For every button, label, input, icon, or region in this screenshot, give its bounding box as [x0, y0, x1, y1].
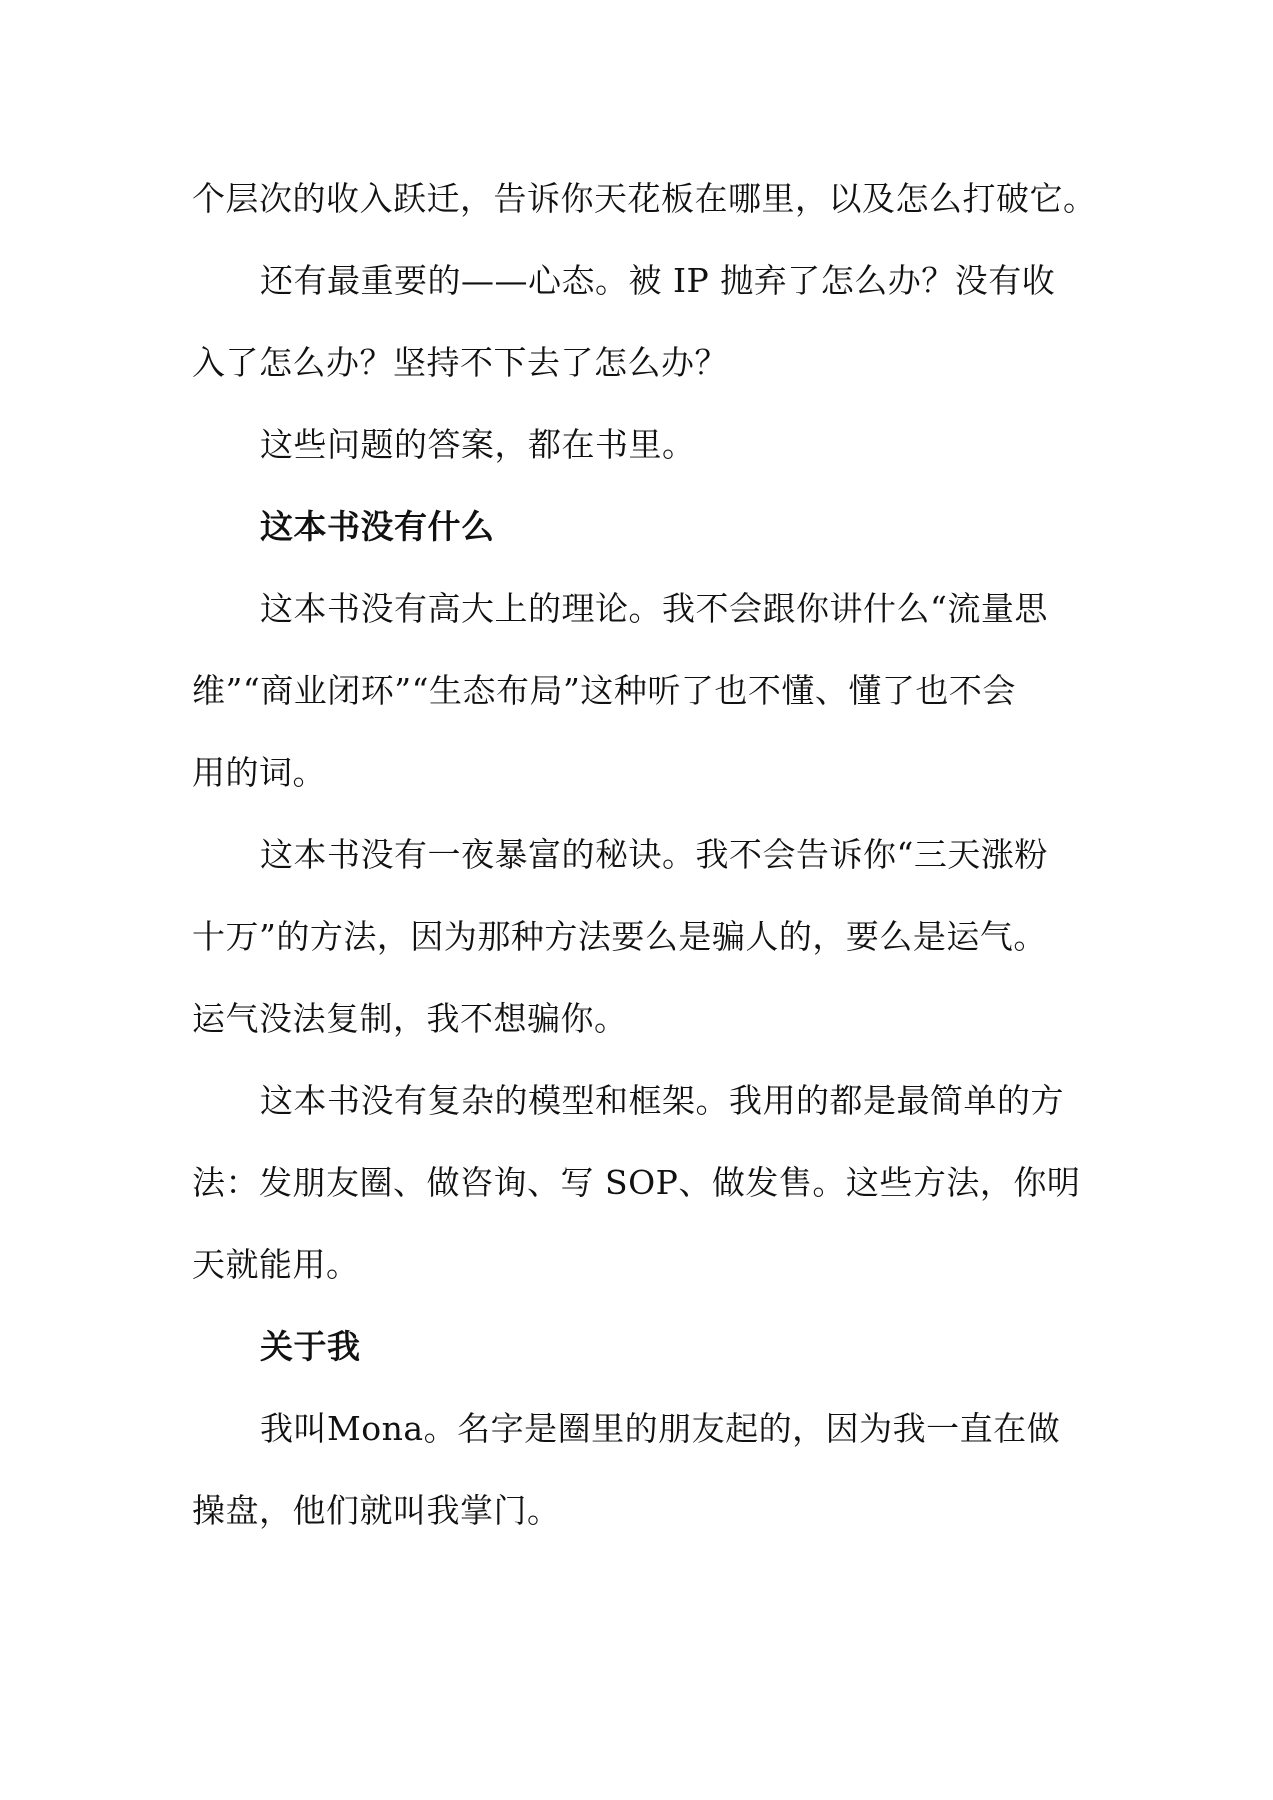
- paragraph-line: 这本书没有一夜暴富的秘诀。我不会告诉你“三天涨粉: [260, 835, 1048, 874]
- paragraph-line: 这本书没有高大上的理论。我不会跟你讲什么“流量思: [260, 589, 1048, 628]
- paragraph-line: 这些问题的答案，都在书里。: [260, 425, 696, 464]
- section-heading: 这本书没有什么: [260, 507, 495, 546]
- paragraph-line: 入了怎么办？坚持不下去了怎么办？: [192, 343, 728, 382]
- paragraph-line: 天就能用。: [192, 1245, 360, 1284]
- paragraph-line: 用的词。: [192, 753, 326, 792]
- section-heading: 关于我: [260, 1327, 361, 1366]
- paragraph-line: 维”“商业闭环”“生态布局”这种听了也不懂、懂了也不会: [192, 671, 1016, 710]
- paragraph-line: 这本书没有复杂的模型和框架。我用的都是最简单的方: [260, 1081, 1064, 1120]
- paragraph-line: 操盘，他们就叫我掌门。: [192, 1491, 561, 1530]
- paragraph-line: 还有最重要的——心态。被 IP 抛弃了怎么办？没有收: [260, 261, 1056, 300]
- paragraph-line: 运气没法复制，我不想骗你。: [192, 999, 628, 1038]
- paragraph-line: 十万”的方法，因为那种方法要么是骗人的，要么是运气。: [192, 917, 1047, 956]
- paragraph-line: 我叫Mona。名字是圈里的朋友起的，因为我一直在做: [260, 1409, 1061, 1448]
- paragraph-line: 法：发朋友圈、做咨询、写 SOP、做发售。这些方法，你明: [192, 1163, 1081, 1202]
- body-text: [192, 158, 1097, 1552]
- paragraph-line: 个层次的收入跃迁，告诉你天花板在哪里，以及怎么打破它。: [192, 179, 1097, 218]
